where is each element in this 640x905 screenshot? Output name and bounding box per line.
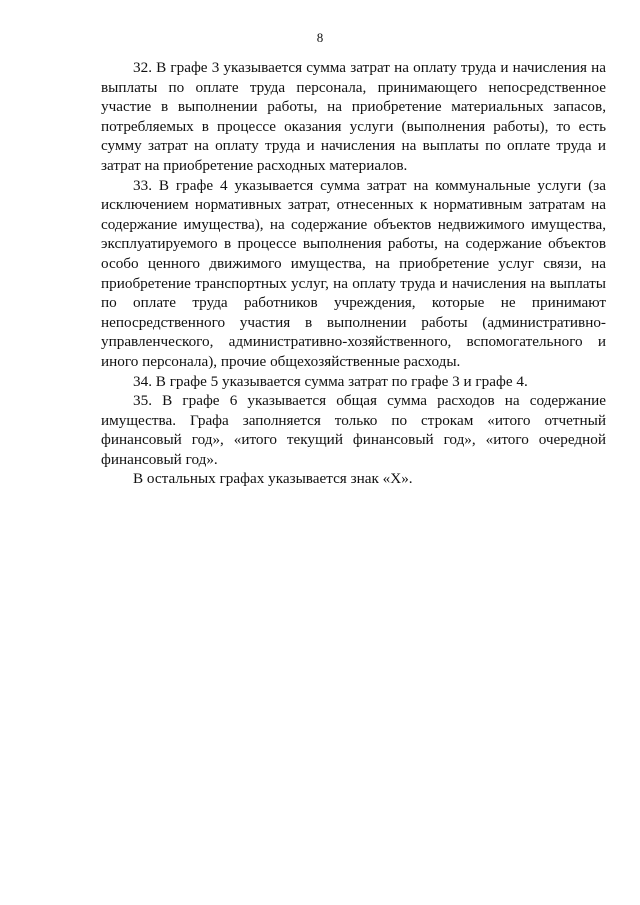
paragraph-other-columns: В остальных графах указывается знак «Х».: [133, 470, 413, 488]
page-number: 8: [316, 30, 324, 45]
document-body: [101, 58, 606, 489]
paragraph-32: 32. В графе 3 указывается сумма затрат на оплату труда и начисления на выплаты по оплате труда персонала, принимающего непосредственное участие в выполнении работы, на приобретение материальных запасов, потребляемых в процессе оказания услуги (выполнения работы), то есть сумму затрат на оплату труда и начисления на выплаты по оплате труда и затрат на приобретение расходных материалов.: [101, 59, 606, 174]
paragraph-34: 34. В графе 5 указывается сумма затрат по графе 3 и графе 4.: [133, 372, 528, 390]
paragraph-35: 35. В графе 6 указывается общая сумма расходов на содержание имущества. Графа заполняется только по строкам «итого отчетный финансовый год», «итого текущий финансовый год», «итого очередной финансовый год».: [101, 392, 606, 468]
paragraph-33: 33. В графе 4 указывается сумма затрат на коммунальные услуги (за исключением нормативных затрат, отнесенных к нормативным затратам на содержание имущества), на содержание объектов недвижимого имущества, эксплуатируемого в процессе выполнения работы, на содержание объектов особо ценного движимого имущества, на приобретение услуг связи, на приобретение транспортных услуг, на оплату труда и начисления на выплаты по оплате труда работников учреждения, которые не принимают непосредственного участия в выполнении работы (административно-управленческого, административно-хозяйственного, вспомогательного и иного персонала), прочие общехозяйственные расходы.: [101, 176, 606, 370]
